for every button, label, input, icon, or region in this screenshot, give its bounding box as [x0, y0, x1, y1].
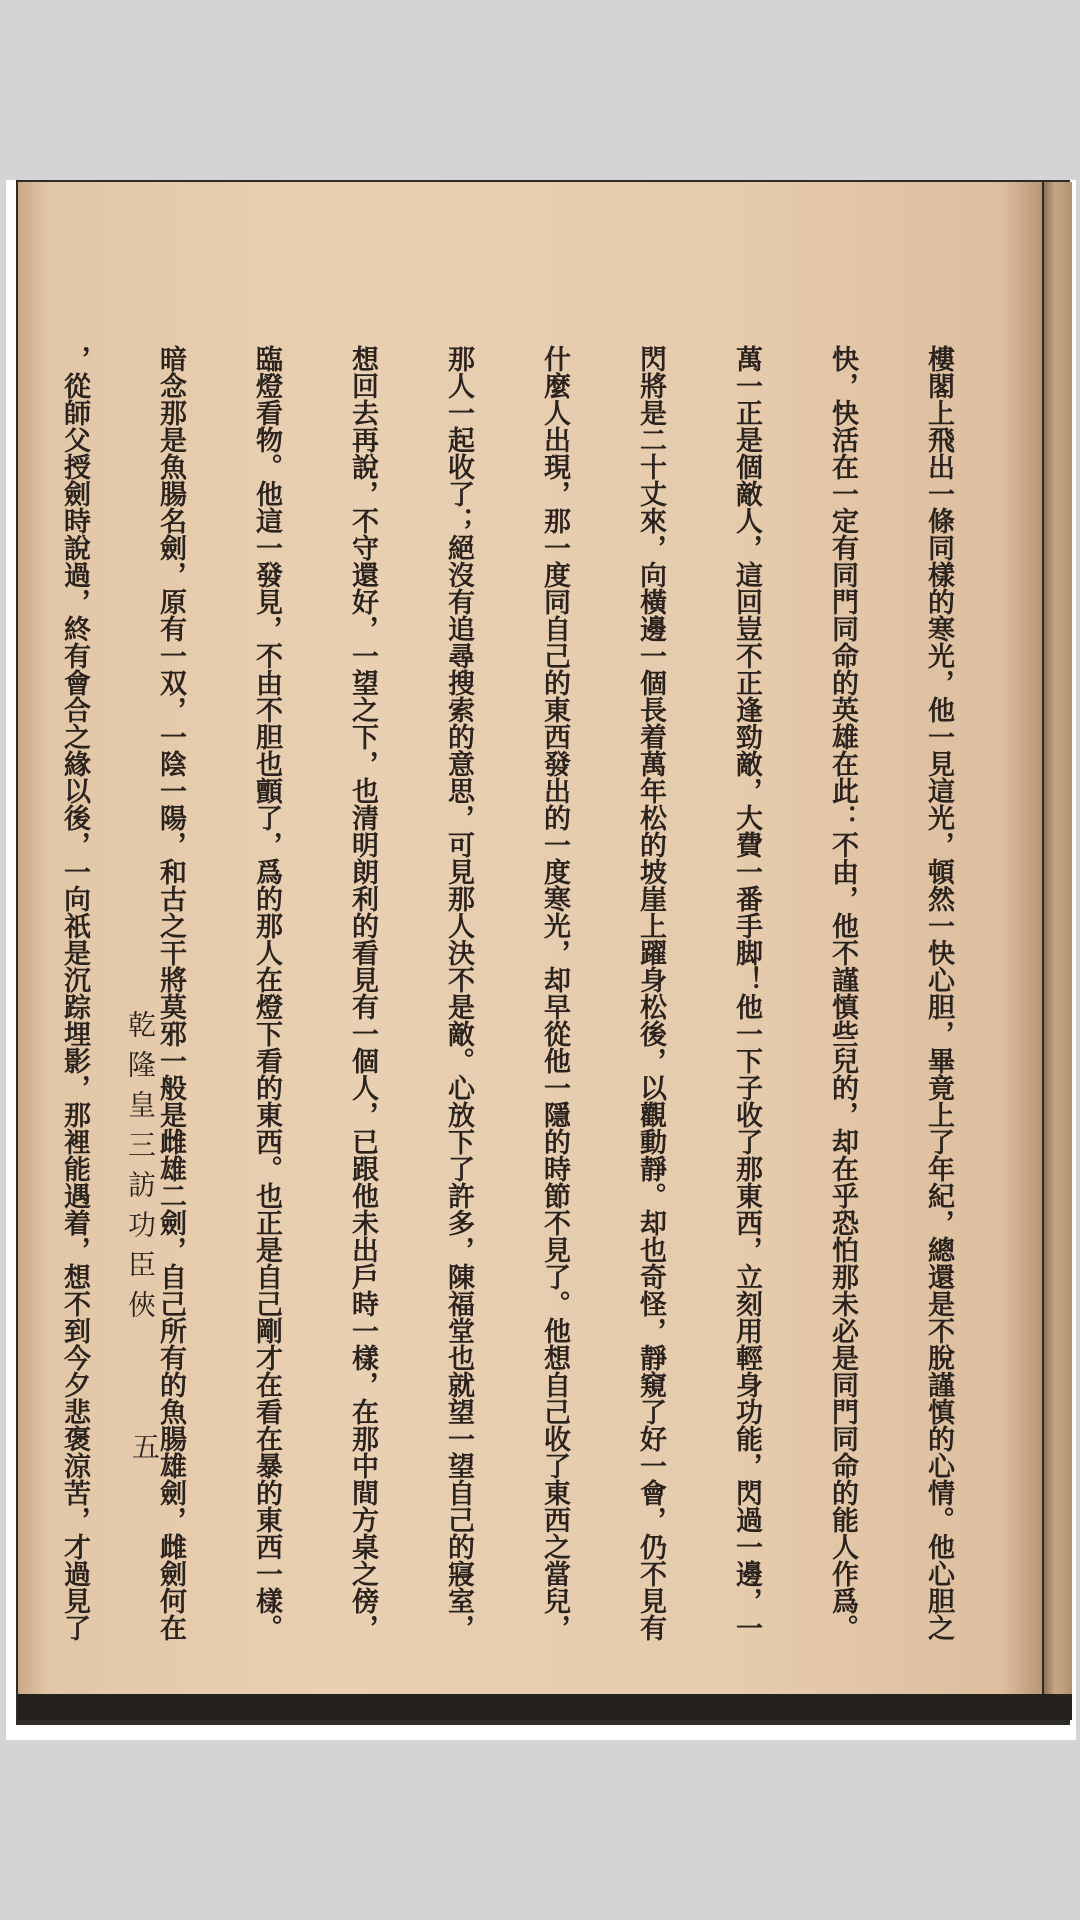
text-column: 快，快活在一定有同門同命的英雄在此：不由，他不謹慎些兒的，却在乎恐怕那未必是同門同命的能人作爲。 — [827, 345, 858, 1641]
page-bottom-shadow — [18, 1694, 1072, 1720]
text-column: 臨燈看物。他這一發見，不由不胆也顫了，爲的那人在燈下看的東西。也正是自己剛才在看在暴的東西一樣。 — [251, 345, 282, 1641]
text-column: 那人一起收了；絕沒有追尋搜索的意思，可見那人決不是敵。心放下了許多，陳福堂也就望一望自己的寢室， — [443, 345, 474, 1641]
running-title: 乾隆皇三訪功臣俠 — [124, 1010, 157, 1330]
text-column: 樓閣上飛出一條同樣的寒光，他一見這光，頓然一快心胆，畢竟上了年紀，總還是不脫謹慎的心情。他心胆之 — [923, 345, 954, 1641]
page-number: 五 — [128, 1432, 161, 1460]
text-column: 想回去再說，不守還好，一望之下，也清明朗利的看見有一個人，已跟他未出戶時一樣，在那中間方桌之傍， — [347, 345, 378, 1641]
text-column: 閃將是二十丈來，向橫邊一個長着萬年松的坡崖上躍身松後，以觀動靜。却也奇怪，靜窺了好一會，仍不見有 — [635, 345, 666, 1641]
text-column: ，從師父授劍時說過，終有會合之緣以後，一向祇是沉踪埋影，那裡能遇着，想不到今夕悲褒涼苦，才過見了 — [59, 345, 90, 1641]
text-column: 萬一正是個敵人，這回豈不正逢勁敵，大費一番手脚！他一下子收了那東西，立刻用輕身功能，閃過一邊，一 — [731, 345, 762, 1641]
text-column: 暗念那是魚腸名劍，原有一双，一陰一陽，和古之干將莫邪一般是雌雄二劍，自己所有的魚腸雄劍，雌劍何在 — [155, 345, 186, 1641]
text-column: 什麼人出現，那一度同自己的東西發出的一度寒光，却早從他一隱的時節不見了。他想自己收了東西之當兒， — [539, 345, 570, 1641]
page-edge — [1044, 182, 1072, 1694]
